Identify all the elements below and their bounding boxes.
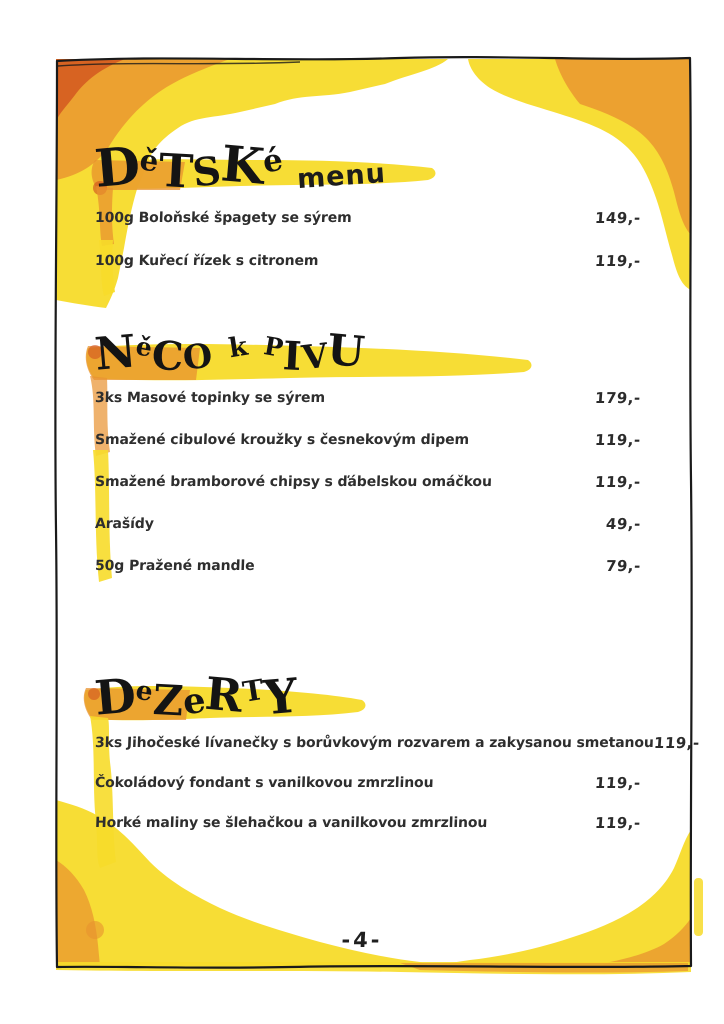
menu-item-row [94,723,701,763]
menu-item-name: Arašídy [94,516,155,532]
menu-item-name: 3ks Jihočeské lívanečky s borůvkovým rozvarem a zakysanou smetanou [94,735,655,751]
menu-item-price: 49,- [605,515,642,533]
menu-item-row [95,196,641,239]
section-title-text: DěTSKé [92,134,286,200]
section-title [92,134,641,200]
menu-item-name: Smažené bramborové chipsy s ďábelskou omáčkou [94,474,493,490]
section-title-text: NěCO k PIVU [92,324,367,381]
section-title [92,323,641,381]
menu-item-row [95,377,641,419]
menu-item-name: 3ks Masové topinky se sýrem [94,390,326,406]
menu-item-price: 119,- [594,251,642,270]
menu-item-price: 119,- [594,431,642,449]
menu-section-neco-k-pivu [92,323,642,587]
menu-item-row [95,419,641,461]
menu-item-price: 149,- [594,208,642,227]
menu-section-dezerty [92,663,701,843]
menu-item-price: 119,- [594,814,642,832]
menu-item-row [95,503,641,545]
menu-item-price: 119,- [653,734,701,752]
section-title [92,663,641,727]
menu-item-price: 119,- [594,774,642,792]
menu-item-name: 50g Pražené mandle [94,558,255,574]
menu-item-price: 179,- [594,389,642,407]
section-subtitle-text: menu [295,157,387,196]
menu-item-name: Smažené cibulové kroužky s česnekovým dipem [94,432,470,448]
menu-item-row [95,763,641,803]
menu-item-name: Čokoládový fondant s vanilkovou zmrzlinou [94,775,434,791]
menu-item-name: Horké maliny se šlehačkou a vanilkovou zmrzlinou [94,815,488,831]
menu-item-row [95,461,641,503]
menu-item-row [95,803,641,843]
menu-item-row [95,545,641,587]
menu-item-price: 119,- [594,473,642,491]
page-number: -4- [340,928,384,952]
menu-item-price: 79,- [605,557,642,575]
menu-section-detske-menu [92,134,642,282]
menu-item-name: 100g Boloňské špagety se sýrem [94,209,352,226]
menu-item-name: 100g Kuřecí řízek s citronem [94,252,319,269]
section-title-text: DeZeRTY [92,666,300,727]
menu-item-row [95,239,641,282]
